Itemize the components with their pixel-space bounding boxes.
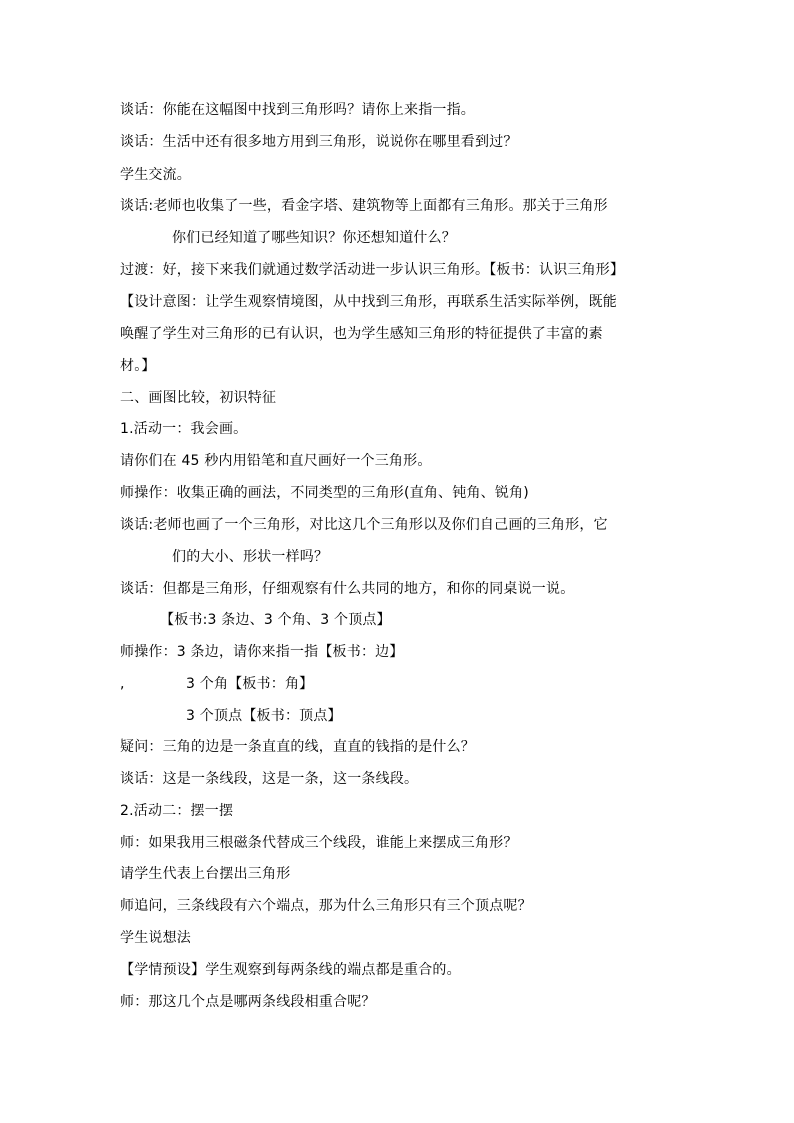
text-line: 过渡：好，接下来我们就通过数学活动进一步认识三角形。【板书：认识三角形】 [120, 262, 625, 278]
text-line: 【设计意图：让学生观察情境图，从中找到三角形，再联系生活实际举例，既能 [120, 294, 617, 310]
text-line: 们的大小、形状一样吗？ [172, 549, 329, 565]
text-line: 谈话：但都是三角形，仔细观察有什么共同的地方，和你的同桌说一说。 [120, 581, 575, 597]
text-line: 【学情预设】学生观察到每两条线的端点都是重合的。 [120, 962, 461, 978]
text-line: 1.活动一：我会画。 [120, 421, 248, 437]
text-line: 疑问：三角的边是一条直直的线，直直的钱指的是什么？ [120, 739, 475, 755]
text-line: 师操作：3 条边，请你来指一指【板书：边】 [120, 644, 404, 660]
text-line: 学生说想法 [120, 930, 191, 946]
text-line: 师：如果我用三根磁条代替成三个线段，谁能上来摆成三角形？ [120, 835, 518, 851]
text-line: , [120, 676, 125, 692]
text-line: 2.活动二：摆一摆 [120, 803, 234, 819]
text-line: 谈话：这是一条线段，这是一条，这一条线段。 [120, 771, 419, 787]
text-line: 唤醒了学生对三角形的已有认识，也为学生感知三角形的特征提供了丰富的素 [120, 326, 603, 342]
text-line: 3 个顶点【板书：顶点】 [186, 708, 342, 724]
text-line: 学生交流。 [120, 167, 191, 183]
text-line: 谈话:老师也画了一个三角形，对比这几个三角形以及你们自己画的三角形，它 [120, 517, 608, 533]
text-line: 师：那这几个点是哪两条线段相重合呢？ [120, 994, 376, 1010]
section-heading: 二、画图比较，初识特征 [120, 390, 277, 406]
text-line: 谈话：你能在这幅图中找到三角形吗？请你上来指一指。 [120, 102, 475, 118]
text-line: 师操作：收集正确的画法，不同类型的三角形(直角、钝角、锐角) [120, 485, 529, 501]
text-line: 3 个角【板书：角】 [186, 676, 314, 692]
text-line: 你们已经知道了哪些知识？你还想知道什么？ [172, 230, 456, 246]
text-line: 请学生代表上台摆出三角形 [120, 866, 291, 882]
text-line: 谈话:老师也收集了一些，看金字塔、建筑物等上面都有三角形。那关于三角形 [120, 198, 608, 214]
text-line: 师追问，三条线段有六个端点，那为什么三角形只有三个顶点呢？ [120, 898, 532, 914]
text-line: 谈话：生活中还有很多地方用到三角形，说说你在哪里看到过？ [120, 134, 518, 150]
text-line: 【板书:3 条边、3 个角、3 个顶点】 [160, 612, 391, 628]
text-line: 材。】 [120, 358, 156, 374]
text-line: 请你们在 45 秒内用铅笔和直尺画好一个三角形。 [120, 453, 432, 469]
